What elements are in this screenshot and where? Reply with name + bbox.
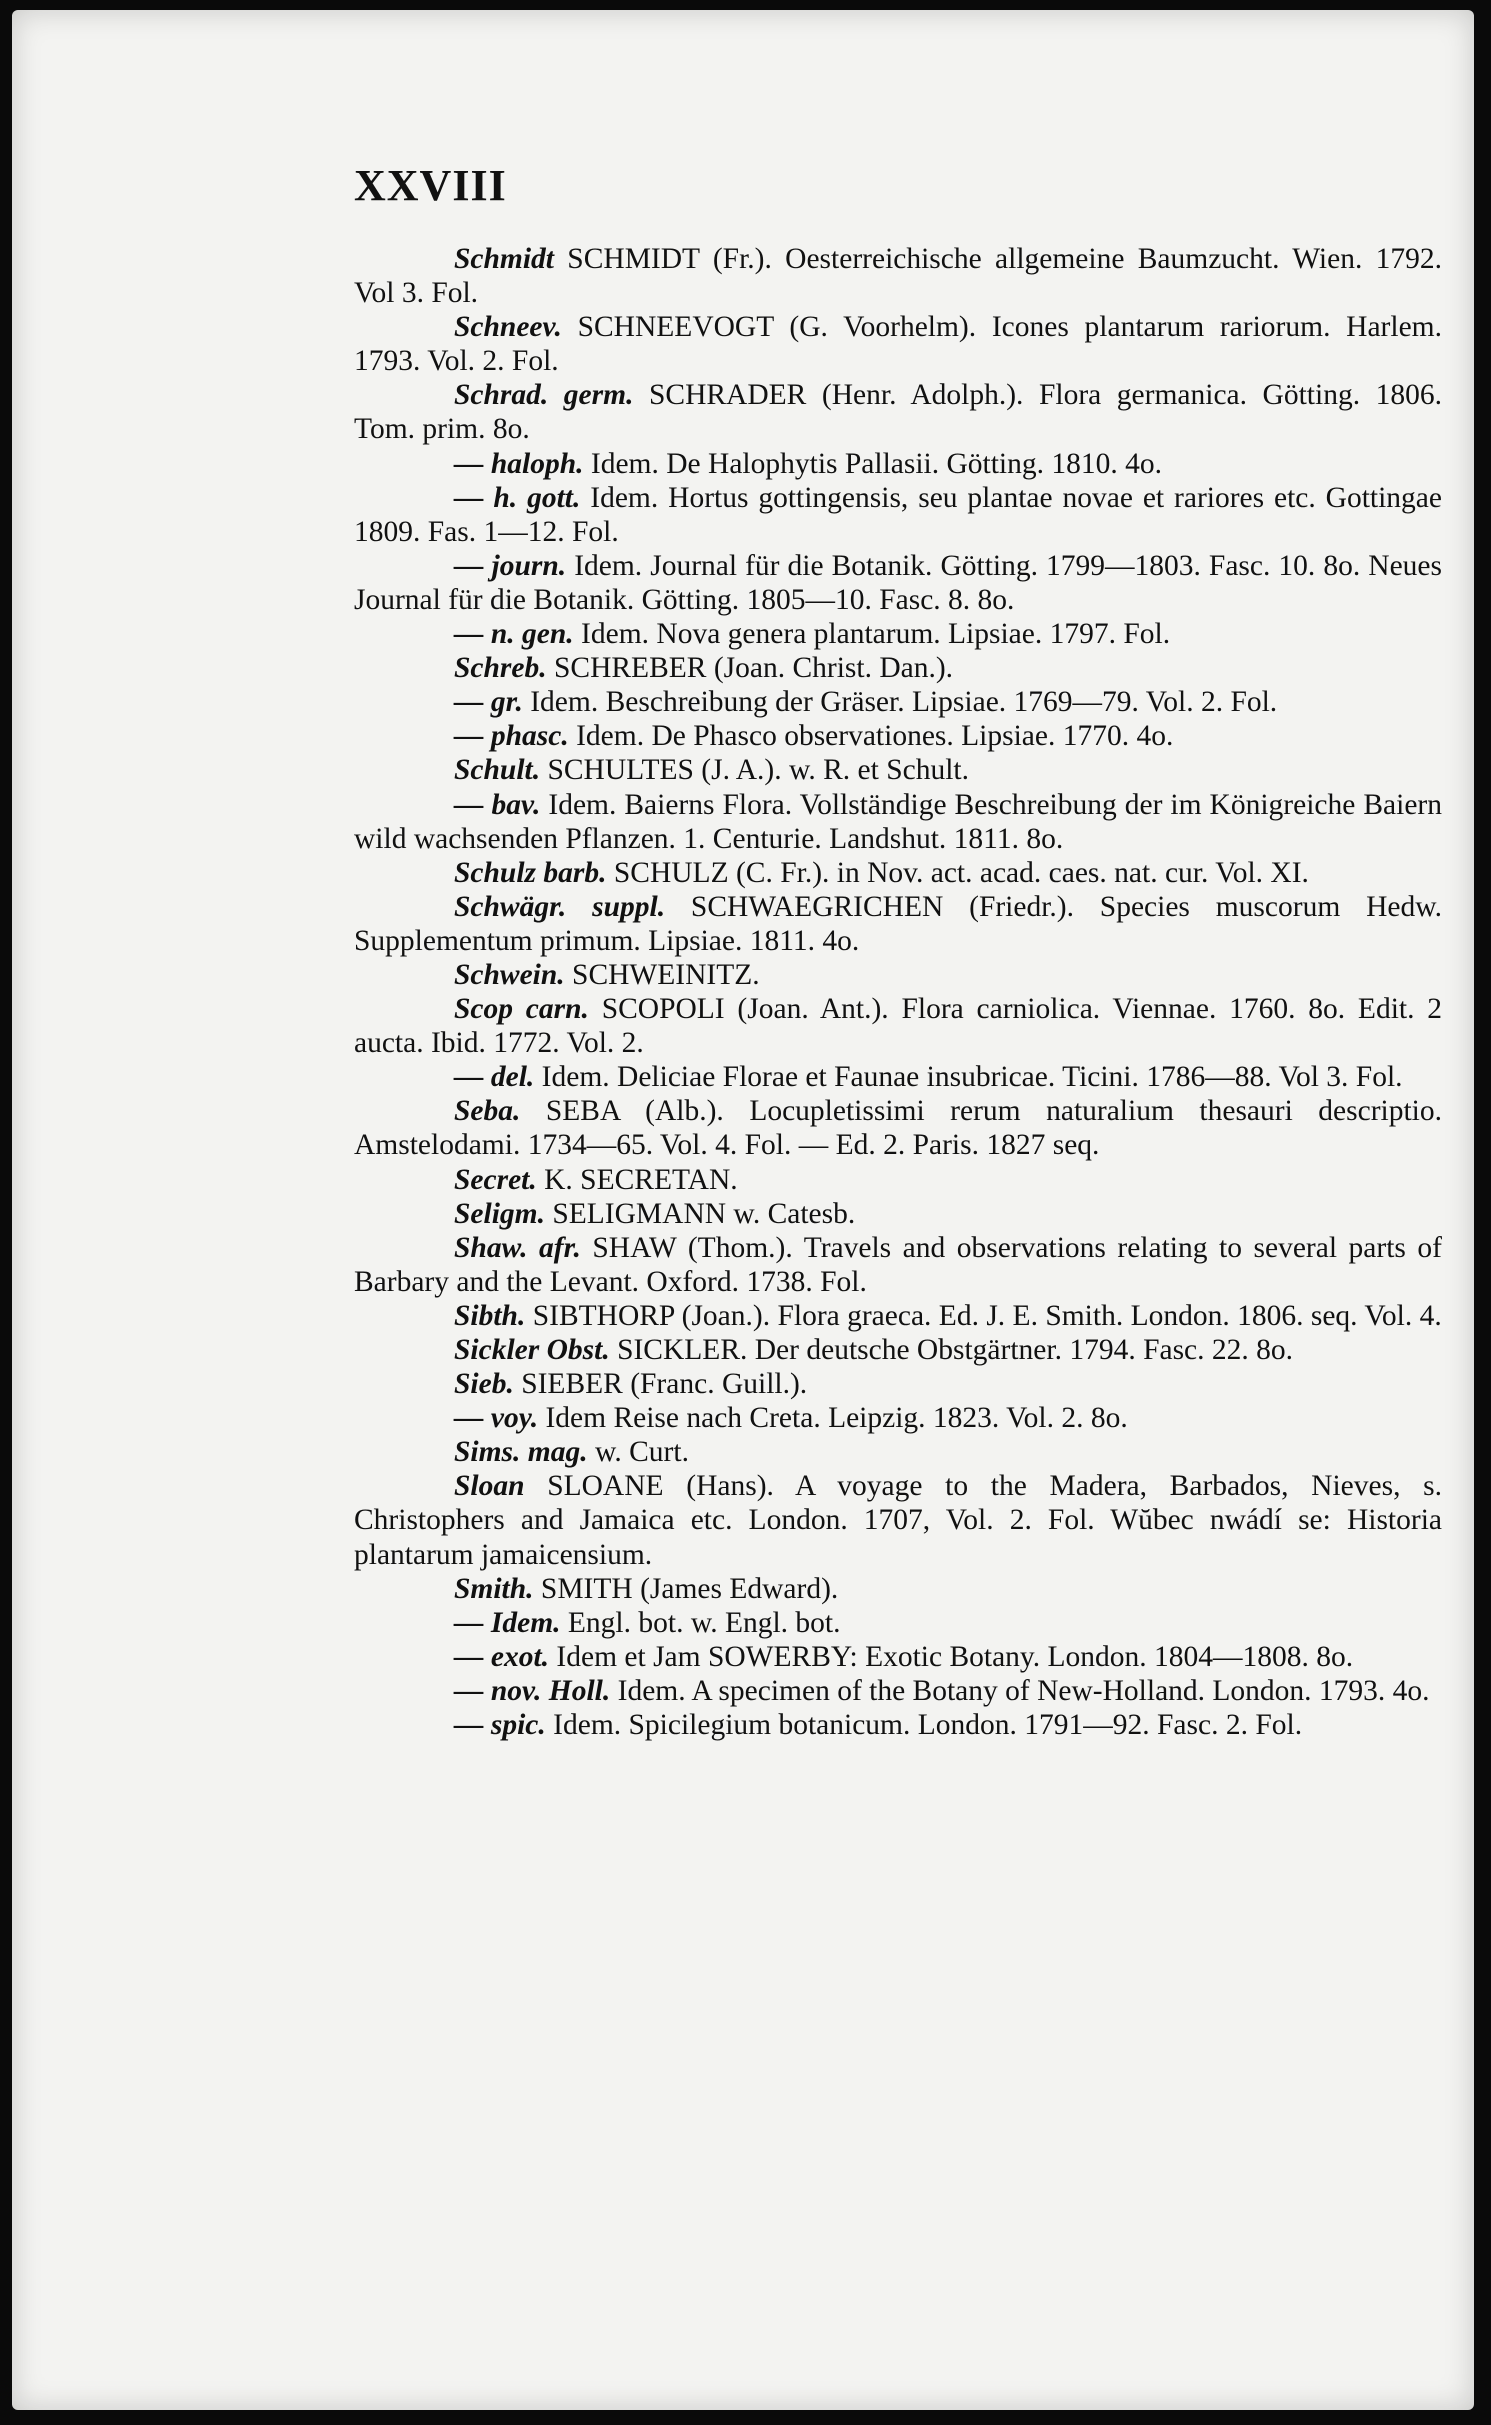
entry-text: Idem. De Phasco observationes. Lipsiae. 1770. 4o. [568, 720, 1174, 753]
entry-abbr: Smith. [454, 1572, 534, 1605]
entry-abbr: — gr. [454, 686, 523, 719]
entry-text: Idem. Baierns Flora. Vollständige Beschreibung der im Königreiche Baiern wild wachsenden Pflanzen. 1. Centurie. Landshut. 1811. 8o. [354, 788, 1442, 855]
entry-schrader-hgott [354, 481, 1442, 549]
entry-text: Idem. A specimen of the Botany of New-Holland. London. 1793. 4o. [610, 1674, 1430, 1707]
entry-text: Engl. bot. w. Engl. bot. [560, 1606, 841, 1639]
entry-text: Idem. Journal für die Botanik. Götting. 1799—1803. Fasc. 10. 8o. Neues Journal für die Botanik. Götting. 1805—10. Fasc. 8. 8o. [354, 549, 1442, 616]
entry-seba [354, 1094, 1442, 1162]
entry-smith-engl [354, 1606, 1442, 1640]
entry-smith-exot [354, 1640, 1442, 1674]
entry-text: SCHREBER (Joan. Christ. Dan.). [546, 652, 954, 685]
entry-text: SCHRADER (Henr. Adolph.). Flora germanica. Götting. 1806. Tom. prim. 8o. [354, 379, 1442, 446]
entry-abbr: Sloan [454, 1470, 525, 1503]
entry-schmidt [354, 242, 1442, 310]
entry-abbr: — n. gen. [454, 618, 574, 651]
entry-abbr: — h. gott. [454, 481, 581, 514]
entry-smith-novholl [354, 1674, 1442, 1708]
entry-schultes [354, 753, 1442, 787]
entry-text: SICKLER. Der deutsche Obstgärtner. 1794. Fasc. 22. 8o. [609, 1334, 1294, 1366]
entry-abbr: Schult. [454, 754, 541, 787]
entry-sibthorp [354, 1299, 1442, 1333]
entry-text: Idem. Hortus gottingensis, seu plantae novae et rariores etc. Gottingae 1809. Fas. 1—12. Fol. [354, 481, 1442, 548]
entry-schneevogt [354, 310, 1442, 378]
entry-sieber [354, 1367, 1442, 1401]
entry-abbr: — haloph. [454, 447, 584, 480]
entry-text: SCOPOLI (Joan. Ant.). Flora carniolica. Viennae. 1760. 8o. Edit. 2 aucta. Ibid. 1772. Vol. 2. [354, 993, 1443, 1060]
entry-text: Idem. Deliciae Florae et Faunae insubricae. Ticini. 1786—88. Vol 3. Fol. [534, 1061, 1403, 1094]
entry-text: Idem Reise nach Creta. Leipzig. 1823. Vol. 2. 8o. [538, 1402, 1128, 1435]
entry-sieber-voy [354, 1401, 1442, 1435]
entry-schwaegrichen [354, 890, 1442, 958]
entry-abbr: — del. [454, 1061, 535, 1094]
entry-text: Idem et Jam SOWERBY: Exotic Botany. London. 1804—1808. 8o. [549, 1640, 1354, 1673]
entry-text: SCHULTES (J. A.). w. R. et Schult. [540, 754, 969, 787]
entry-abbr: Schwein. [454, 958, 565, 991]
entry-sims [354, 1435, 1442, 1469]
entry-text: Idem. Nova genera plantarum. Lipsiae. 1797. Fol. [573, 618, 1171, 651]
entry-abbr: Sickler Obst. [454, 1334, 610, 1366]
entry-abbr: — exot. [454, 1640, 550, 1673]
entry-text: SCHWAEGRICHEN (Friedr.). Species muscorum Hedw. Supplementum primum. Lipsiae. 1811. 4o. [354, 890, 1442, 957]
entry-text: SHAW (Thom.). Travels and observations relating to several parts of Barbary and the Levant. Oxford. 1738. Fol. [354, 1231, 1442, 1298]
entry-text: SIEBER (Franc. Guill.). [513, 1368, 808, 1401]
entry-abbr: Schmidt [454, 243, 554, 275]
entry-text: K. SECRETAN. [536, 1163, 738, 1196]
entry-text: SCHNEEVOGT (G. Voorhelm). Icones plantarum rariorum. Harlem. 1793. Vol. 2. Fol. [354, 311, 1442, 378]
entry-abbr: Schrad. germ. [454, 379, 634, 412]
entry-abbr: Seba. [454, 1095, 521, 1128]
entry-seligmann [354, 1197, 1442, 1231]
entry-abbr: Scop carn. [454, 993, 589, 1026]
entry-text: SCHMIDT (Fr.). Oesterreichische allgemeine Baumzucht. Wien. 1792. Vol 3. Fol. [354, 243, 1442, 310]
entry-schrader-journ [354, 549, 1442, 617]
entry-smith-spic [354, 1708, 1442, 1742]
entry-text: Idem. De Halophytis Pallasii. Götting. 1810. 4o. [583, 447, 1162, 480]
entry-scopoli [354, 992, 1442, 1060]
entry-abbr: — bav. [454, 788, 541, 821]
entry-schrader-ngen [354, 617, 1442, 651]
entry-abbr: Shaw. afr. [454, 1231, 581, 1264]
entry-text: SCHULZ (C. Fr.). in Nov. act. acad. caes. nat. cur. Vol. XI. [606, 856, 1309, 889]
entry-text: SMITH (James Edward). [533, 1572, 839, 1605]
entry-abbr: — phasc. [454, 720, 569, 753]
entry-schreber [354, 651, 1442, 685]
entry-abbr: Schneev. [454, 311, 562, 344]
entry-text: SLOANE (Hans). A voyage to the Madera, Barbados, Nieves, s. Christophers and Jamaica etc. London. 1707, Vol. 2. Fol. Wŭbec nwádí se: Historia plantarum jamaicensium. [354, 1470, 1442, 1571]
entry-abbr: — Idem. [454, 1606, 561, 1639]
entry-secretan [354, 1163, 1442, 1197]
entry-text: SIBTHORP (Joan.). Flora graeca. Ed. J. E. Smith. London. 1806. seq. Vol. 4. [525, 1299, 1442, 1332]
entry-abbr: — journ. [454, 549, 567, 582]
entry-abbr: Schreb. [454, 652, 547, 685]
entry-schrader-haloph [354, 447, 1442, 481]
entry-smith [354, 1572, 1442, 1606]
entry-sloane [354, 1469, 1442, 1571]
entry-scopoli-del [354, 1060, 1442, 1094]
entry-sickler [354, 1333, 1442, 1367]
entry-abbr: Sibth. [454, 1299, 526, 1332]
entry-text: w. Curt. [587, 1436, 689, 1469]
entry-abbr: Sims. mag. [454, 1436, 588, 1469]
entry-schweinitz [354, 958, 1442, 992]
entry-abbr: — voy. [454, 1402, 539, 1435]
entry-text: SCHWEINITZ. [564, 958, 760, 991]
entry-abbr: Schulz barb. [454, 856, 607, 889]
book-page [12, 10, 1474, 2410]
entry-schrader [354, 378, 1442, 446]
page-number: XXVIII [354, 161, 507, 210]
entry-abbr: Seligm. [454, 1197, 545, 1230]
entry-shaw [354, 1231, 1442, 1299]
entry-text: SELIGMANN w. Catesb. [544, 1197, 856, 1230]
bibliography-list [354, 242, 1442, 1742]
entry-text: SEBA (Alb.). Locupletissimi rerum naturalium thesauri descriptio. Amstelodami. 1734—65. Vol. 4. Fol. — Ed. 2. Paris. 1827 seq. [354, 1095, 1442, 1162]
entry-text: Idem. Beschreibung der Gräser. Lipsiae. 1769—79. Vol. 2. Fol. [522, 686, 1278, 719]
entry-schultes-bav [354, 788, 1442, 856]
entry-abbr: — spic. [454, 1709, 546, 1742]
entry-abbr: Secret. [454, 1163, 537, 1196]
entry-abbr: Sieb. [454, 1368, 514, 1401]
entry-abbr: Schwägr. suppl. [454, 890, 666, 923]
entry-schulz [354, 856, 1442, 890]
entry-schreber-gr [354, 685, 1442, 719]
entry-text: Idem. Spicilegium botanicum. London. 1791—92. Fasc. 2. Fol. [545, 1709, 1303, 1742]
entry-abbr: — nov. Holl. [454, 1674, 611, 1707]
entry-schreber-phasc [354, 719, 1442, 753]
